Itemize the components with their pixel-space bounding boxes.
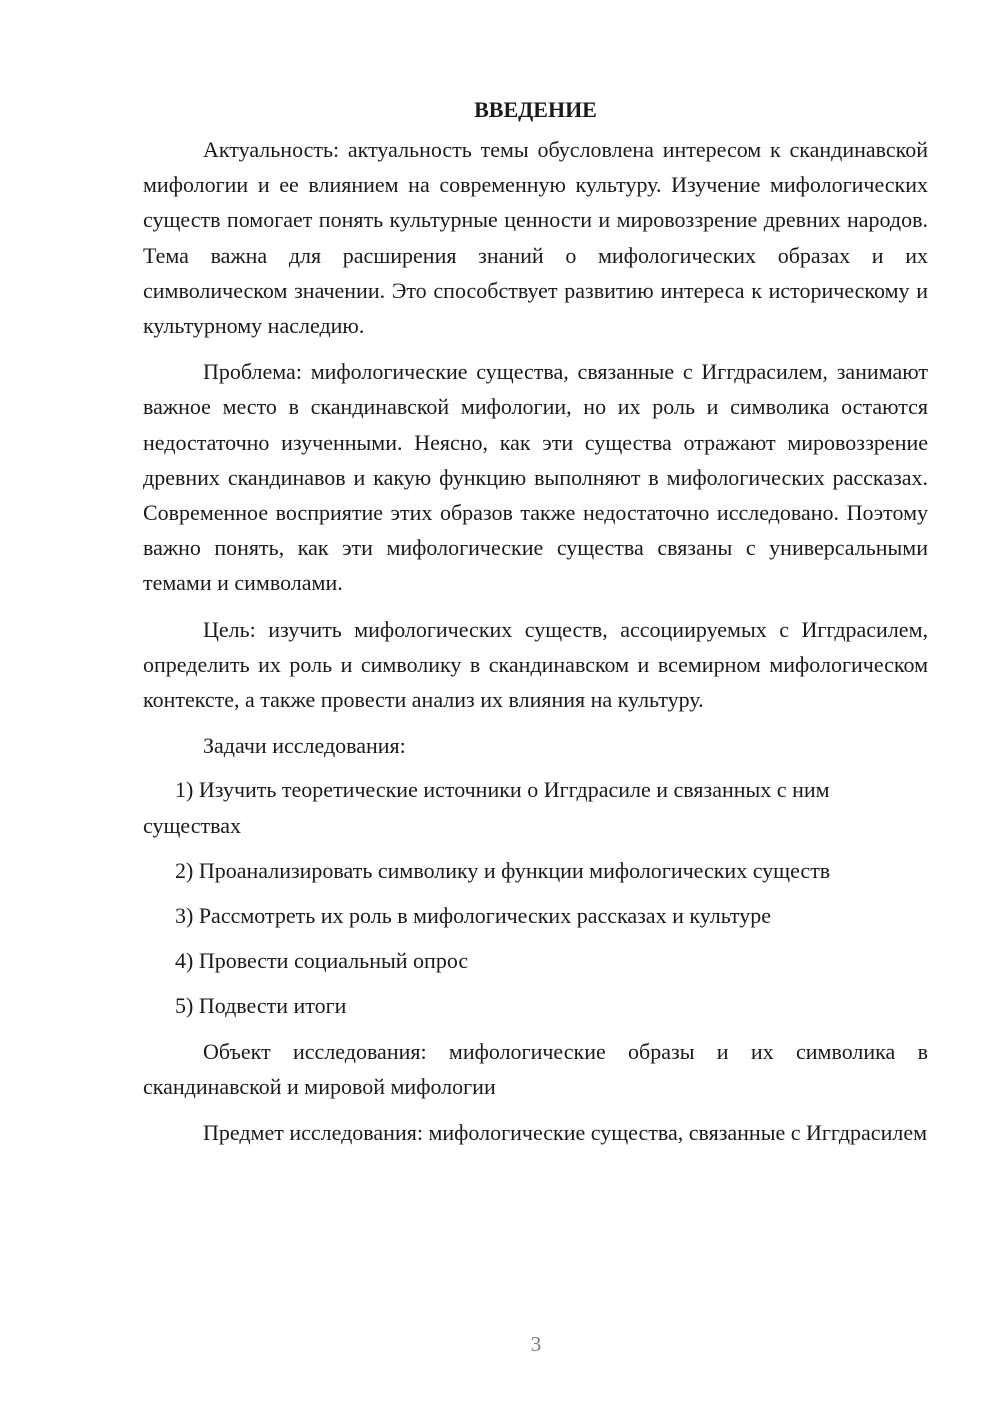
page-number: 3 xyxy=(530,1332,542,1356)
object-paragraph: Объект исследования: мифологические образы и их символика в скандинавской и мировой мифологии xyxy=(143,1038,928,1099)
task-item-5: 5) Подвести итоги xyxy=(175,993,347,1019)
problem-paragraph: Проблема: мифологические существа, связанные с Иггдрасилем, занимают важное место в скандинавской мифологии, но их роль и символика остаются недостаточно изученными. Неясно, как эти существа отражают мировоззрение древних скандинавов и какую функцию выполняют в мифологических рассказах. Современное восприятие этих образов также недостаточно исследовано. Поэтому важно понять, как эти мифологические существа связаны с универсальными темами и символами. xyxy=(143,359,928,596)
goal-paragraph: Цель: изучить мифологических существ, ассоциируемых с Иггдрасилем, определить их роль и символику в скандинавском и всемирном мифологическом контексте, а также провести анализ их влияния на культуру. xyxy=(143,616,928,713)
page-body xyxy=(143,88,928,1161)
tasks-heading: Задачи исследования: xyxy=(203,733,406,759)
task-item-1: 1) Изучить теоретические источники о Иггдрасиле и связанных с ним существах xyxy=(143,777,830,838)
relevance-paragraph: Актуальность: актуальность темы обусловлена интересом к скандинавской мифологии и ее влиянием на современную культуру. Изучение мифологических существ помогает понять культурные ценности и мировоззрение древних народов. Тема важна для расширения знаний о мифологических образах и их символическом значении. Это способствует развитию интереса к историческому и культурному наследию. xyxy=(143,137,928,339)
task-item-4: 4) Провести социальный опрос xyxy=(175,948,469,974)
section-title: ВВЕДЕНИЕ xyxy=(474,97,597,122)
task-item-2: 2) Проанализировать символику и функции мифологических существ xyxy=(175,857,831,883)
subject-paragraph: Предмет исследования: мифологические существа, связанные с Иггдрасилем xyxy=(203,1120,928,1146)
task-item-3: 3) Рассмотреть их роль в мифологических рассказах и культуре xyxy=(175,903,772,929)
tasks-list xyxy=(143,772,928,1023)
